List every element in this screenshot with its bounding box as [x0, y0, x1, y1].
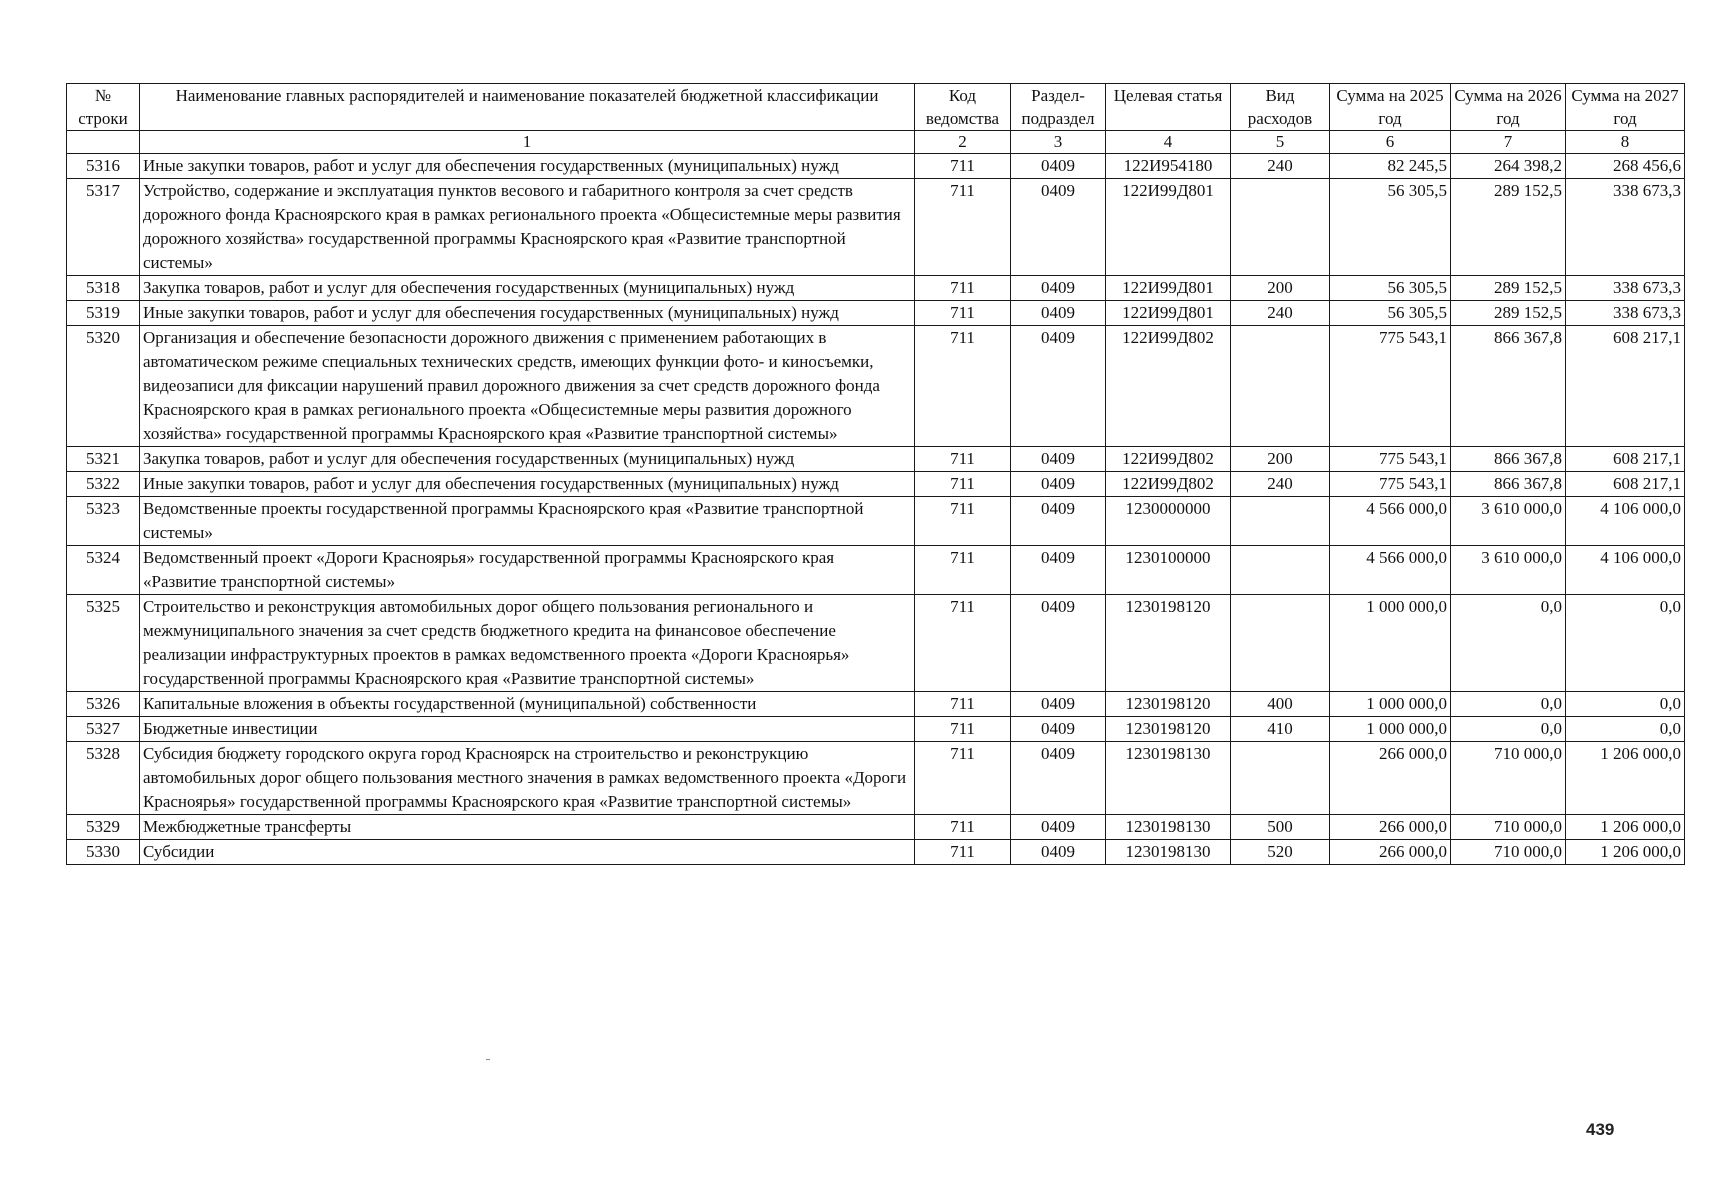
row-section: 0409	[1011, 717, 1106, 742]
row-dept-code: 711	[915, 742, 1011, 815]
row-amount-2025: 1 000 000,0	[1330, 595, 1451, 692]
row-dept-code: 711	[915, 326, 1011, 447]
row-amount-2027: 338 673,3	[1566, 179, 1685, 276]
row-amount-2027: 1 206 000,0	[1566, 815, 1685, 840]
row-dept-code: 711	[915, 717, 1011, 742]
row-target-article: 1230198130	[1106, 840, 1231, 865]
row-amount-2027: 4 106 000,0	[1566, 497, 1685, 546]
row-name: Иные закупки товаров, работ и услуг для обеспечения государственных (муниципальных) нужд	[140, 472, 915, 497]
row-number: 5316	[67, 154, 140, 179]
header-name: Наименование главных распорядителей и наименование показателей бюджетной классификации	[140, 84, 915, 131]
row-amount-2027: 608 217,1	[1566, 447, 1685, 472]
row-amount-2027: 338 673,3	[1566, 276, 1685, 301]
row-amount-2025: 56 305,5	[1330, 276, 1451, 301]
row-amount-2026: 264 398,2	[1451, 154, 1566, 179]
row-amount-2026: 710 000,0	[1451, 742, 1566, 815]
table-row	[67, 742, 1685, 815]
header-amount-2026: Сумма на 2026 год	[1451, 84, 1566, 131]
table-row	[67, 815, 1685, 840]
row-dept-code: 711	[915, 815, 1011, 840]
row-expense-type: 410	[1231, 717, 1330, 742]
row-amount-2026: 3 610 000,0	[1451, 497, 1566, 546]
row-section: 0409	[1011, 546, 1106, 595]
row-amount-2026: 289 152,5	[1451, 301, 1566, 326]
row-target-article: 1230000000	[1106, 497, 1231, 546]
row-number: 5329	[67, 815, 140, 840]
row-amount-2025: 4 566 000,0	[1330, 497, 1451, 546]
row-section: 0409	[1011, 742, 1106, 815]
table-row	[67, 301, 1685, 326]
row-section: 0409	[1011, 497, 1106, 546]
row-dept-code: 711	[915, 840, 1011, 865]
row-amount-2025: 266 000,0	[1330, 742, 1451, 815]
column-number-row	[67, 131, 1685, 154]
row-amount-2025: 775 543,1	[1330, 447, 1451, 472]
row-amount-2026: 0,0	[1451, 717, 1566, 742]
row-section: 0409	[1011, 154, 1106, 179]
row-expense-type: 240	[1231, 154, 1330, 179]
row-expense-type: 400	[1231, 692, 1330, 717]
row-amount-2026: 3 610 000,0	[1451, 546, 1566, 595]
table-row	[67, 595, 1685, 692]
row-amount-2026: 0,0	[1451, 692, 1566, 717]
row-amount-2027: 1 206 000,0	[1566, 742, 1685, 815]
row-section: 0409	[1011, 692, 1106, 717]
row-amount-2025: 56 305,5	[1330, 301, 1451, 326]
table-row	[67, 276, 1685, 301]
row-name: Организация и обеспечение безопасности дорожного движения с применением работающих в автоматическом режиме специальных технических средств, имеющих функции фото- и киносъемки, видеозаписи для фиксации нарушений правил дорожного движения за счет средств дорожного фонда Красноярского края в рамках регионального проекта «Общесистемные меры развития дорожного хозяйства» государственной программы Красноярского края «Развитие транспортной системы»	[140, 326, 915, 447]
row-number: 5325	[67, 595, 140, 692]
row-amount-2027: 0,0	[1566, 717, 1685, 742]
row-amount-2027: 608 217,1	[1566, 472, 1685, 497]
row-amount-2025: 266 000,0	[1330, 815, 1451, 840]
row-target-article: 122И99Д801	[1106, 179, 1231, 276]
row-name: Закупка товаров, работ и услуг для обеспечения государственных (муниципальных) нужд	[140, 447, 915, 472]
row-amount-2025: 775 543,1	[1330, 326, 1451, 447]
row-amount-2025: 1 000 000,0	[1330, 692, 1451, 717]
row-section: 0409	[1011, 472, 1106, 497]
column-number-blank	[67, 131, 140, 154]
row-target-article: 122И99Д802	[1106, 447, 1231, 472]
header-row-number: № строки	[67, 84, 140, 131]
row-expense-type: 240	[1231, 301, 1330, 326]
row-expense-type	[1231, 742, 1330, 815]
row-target-article: 122И99Д802	[1106, 472, 1231, 497]
row-amount-2027: 0,0	[1566, 595, 1685, 692]
row-section: 0409	[1011, 447, 1106, 472]
row-target-article: 122И99Д801	[1106, 301, 1231, 326]
column-number: 5	[1231, 131, 1330, 154]
row-section: 0409	[1011, 179, 1106, 276]
row-amount-2027: 268 456,6	[1566, 154, 1685, 179]
row-number: 5322	[67, 472, 140, 497]
row-number: 5317	[67, 179, 140, 276]
row-target-article: 1230198130	[1106, 742, 1231, 815]
row-name: Ведомственный проект «Дороги Красноярья» государственной программы Красноярского края «Развитие транспортной системы»	[140, 546, 915, 595]
row-amount-2025: 1 000 000,0	[1330, 717, 1451, 742]
row-expense-type: 240	[1231, 472, 1330, 497]
row-expense-type	[1231, 179, 1330, 276]
row-expense-type: 500	[1231, 815, 1330, 840]
row-expense-type	[1231, 595, 1330, 692]
table-row	[67, 497, 1685, 546]
row-section: 0409	[1011, 840, 1106, 865]
row-dept-code: 711	[915, 301, 1011, 326]
row-target-article: 122И954180	[1106, 154, 1231, 179]
row-target-article: 1230198120	[1106, 717, 1231, 742]
row-target-article: 122И99Д801	[1106, 276, 1231, 301]
header-row	[67, 84, 1685, 131]
row-amount-2026: 710 000,0	[1451, 840, 1566, 865]
row-dept-code: 711	[915, 447, 1011, 472]
row-number: 5326	[67, 692, 140, 717]
row-name: Капитальные вложения в объекты государственной (муниципальной) собственности	[140, 692, 915, 717]
row-amount-2025: 775 543,1	[1330, 472, 1451, 497]
table-row	[67, 447, 1685, 472]
row-amount-2026: 0,0	[1451, 595, 1566, 692]
row-section: 0409	[1011, 815, 1106, 840]
row-section: 0409	[1011, 326, 1106, 447]
row-expense-type: 200	[1231, 276, 1330, 301]
row-dept-code: 711	[915, 692, 1011, 717]
row-target-article: 122И99Д802	[1106, 326, 1231, 447]
row-amount-2026: 710 000,0	[1451, 815, 1566, 840]
row-amount-2027: 0,0	[1566, 692, 1685, 717]
row-name: Субсидия бюджету городского округа город Красноярск на строительство и реконструкцию автомобильных дорог общего пользования местного значения в рамках ведомственного проекта «Дороги Красноярья» государственной программы Красноярского края «Развитие транспортной системы»	[140, 742, 915, 815]
row-amount-2026: 866 367,8	[1451, 472, 1566, 497]
row-section: 0409	[1011, 301, 1106, 326]
row-amount-2026: 289 152,5	[1451, 179, 1566, 276]
row-section: 0409	[1011, 595, 1106, 692]
page-number: 439	[1586, 1120, 1615, 1139]
budget-sheet	[66, 83, 1684, 865]
row-name: Иные закупки товаров, работ и услуг для обеспечения государственных (муниципальных) нужд	[140, 301, 915, 326]
column-number: 1	[140, 131, 915, 154]
table-row	[67, 840, 1685, 865]
table-row	[67, 472, 1685, 497]
header-expense-type: Вид расходов	[1231, 84, 1330, 131]
scan-speck	[486, 1059, 490, 1060]
row-number: 5327	[67, 717, 140, 742]
row-target-article: 1230100000	[1106, 546, 1231, 595]
row-amount-2027: 4 106 000,0	[1566, 546, 1685, 595]
row-number: 5330	[67, 840, 140, 865]
column-number: 6	[1330, 131, 1451, 154]
header-dept-code: Код ведомства	[915, 84, 1011, 131]
row-expense-type	[1231, 497, 1330, 546]
header-amount-2025: Сумма на 2025 год	[1330, 84, 1451, 131]
row-expense-type: 520	[1231, 840, 1330, 865]
header-target-article: Целевая статья	[1106, 84, 1231, 131]
row-name: Бюджетные инвестиции	[140, 717, 915, 742]
row-amount-2026: 866 367,8	[1451, 447, 1566, 472]
row-name: Межбюджетные трансферты	[140, 815, 915, 840]
column-number: 2	[915, 131, 1011, 154]
table-row	[67, 692, 1685, 717]
row-expense-type: 200	[1231, 447, 1330, 472]
row-dept-code: 711	[915, 546, 1011, 595]
column-number: 8	[1566, 131, 1685, 154]
row-amount-2027: 608 217,1	[1566, 326, 1685, 447]
row-name: Субсидии	[140, 840, 915, 865]
table-row	[67, 326, 1685, 447]
row-dept-code: 711	[915, 472, 1011, 497]
row-number: 5320	[67, 326, 140, 447]
row-amount-2025: 266 000,0	[1330, 840, 1451, 865]
row-amount-2027: 1 206 000,0	[1566, 840, 1685, 865]
column-number: 3	[1011, 131, 1106, 154]
row-dept-code: 711	[915, 276, 1011, 301]
table-row	[67, 546, 1685, 595]
row-dept-code: 711	[915, 595, 1011, 692]
row-section: 0409	[1011, 276, 1106, 301]
row-dept-code: 711	[915, 154, 1011, 179]
row-target-article: 1230198130	[1106, 815, 1231, 840]
row-amount-2026: 289 152,5	[1451, 276, 1566, 301]
row-amount-2025: 56 305,5	[1330, 179, 1451, 276]
row-amount-2026: 866 367,8	[1451, 326, 1566, 447]
row-name: Строительство и реконструкция автомобильных дорог общего пользования регионального и межмуниципального значения за счет средств бюджетного кредита на финансовое обеспечение реализации инфраструктурных проектов в рамках ведомственного проекта «Дороги Красноярья» государственной программы Красноярского края «Развитие транспортной системы»	[140, 595, 915, 692]
row-expense-type	[1231, 546, 1330, 595]
row-amount-2025: 82 245,5	[1330, 154, 1451, 179]
row-target-article: 1230198120	[1106, 595, 1231, 692]
table-row	[67, 179, 1685, 276]
row-dept-code: 711	[915, 497, 1011, 546]
table-row	[67, 717, 1685, 742]
row-target-article: 1230198120	[1106, 692, 1231, 717]
row-dept-code: 711	[915, 179, 1011, 276]
row-amount-2027: 338 673,3	[1566, 301, 1685, 326]
row-name: Закупка товаров, работ и услуг для обеспечения государственных (муниципальных) нужд	[140, 276, 915, 301]
row-expense-type	[1231, 326, 1330, 447]
row-number: 5324	[67, 546, 140, 595]
row-number: 5319	[67, 301, 140, 326]
header-section: Раздел-подраздел	[1011, 84, 1106, 131]
header-amount-2027: Сумма на 2027 год	[1566, 84, 1685, 131]
row-name: Устройство, содержание и эксплуатация пунктов весового и габаритного контроля за счет средств дорожного фонда Красноярского края в рамках регионального проекта «Общесистемные меры развития дорожного хозяйства» государственной программы Красноярского края «Развитие транспортной системы»	[140, 179, 915, 276]
row-number: 5328	[67, 742, 140, 815]
row-number: 5318	[67, 276, 140, 301]
column-number: 4	[1106, 131, 1231, 154]
row-name: Ведомственные проекты государственной программы Красноярского края «Развитие транспортной системы»	[140, 497, 915, 546]
table-row	[67, 154, 1685, 179]
row-number: 5321	[67, 447, 140, 472]
budget-table	[66, 83, 1685, 865]
row-name: Иные закупки товаров, работ и услуг для обеспечения государственных (муниципальных) нужд	[140, 154, 915, 179]
column-number: 7	[1451, 131, 1566, 154]
row-number: 5323	[67, 497, 140, 546]
row-amount-2025: 4 566 000,0	[1330, 546, 1451, 595]
